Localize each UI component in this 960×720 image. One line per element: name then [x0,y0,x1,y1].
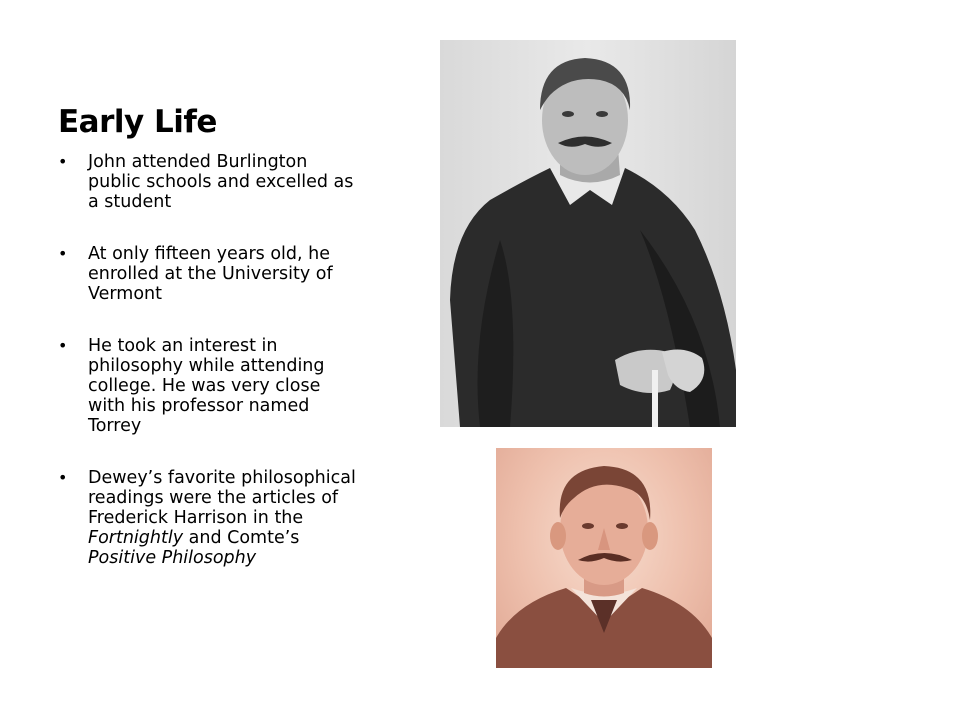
bullet-list [58,152,358,600]
bullet-dot: • [58,244,68,263]
publication-title: Fortnightly [88,528,184,548]
bullet-item [58,468,358,568]
portrait-young-illustration [496,448,712,668]
bullet-text: At only fifteen years old, he enrolled at the University of Vermont [88,244,333,304]
bullet-item [58,244,358,304]
portrait-older-illustration [440,40,736,427]
bullet-item [58,152,358,212]
bullet-dot: • [58,152,68,171]
book-title: Positive Philosophy [88,548,257,568]
bullet-text-part: and Comte’s [183,528,300,548]
bullet-dot: • [58,468,68,487]
bullet-text-part: Dewey’s favorite philosophical readings were the articles of Frederick Harrison in the [88,468,356,528]
bullet-item [58,336,358,436]
bullet-text: John attended Burlington public schools and excelled as a student [88,152,354,212]
slide-title: Early Life [58,104,217,140]
bullet-text: He took an interest in philosophy while attending college. He was very close with his professor named Torrey [88,336,325,436]
bullet-dot: • [58,336,68,355]
portrait-photo-young [496,448,712,668]
bullet-text [88,468,356,568]
portrait-photo-older [440,40,736,427]
